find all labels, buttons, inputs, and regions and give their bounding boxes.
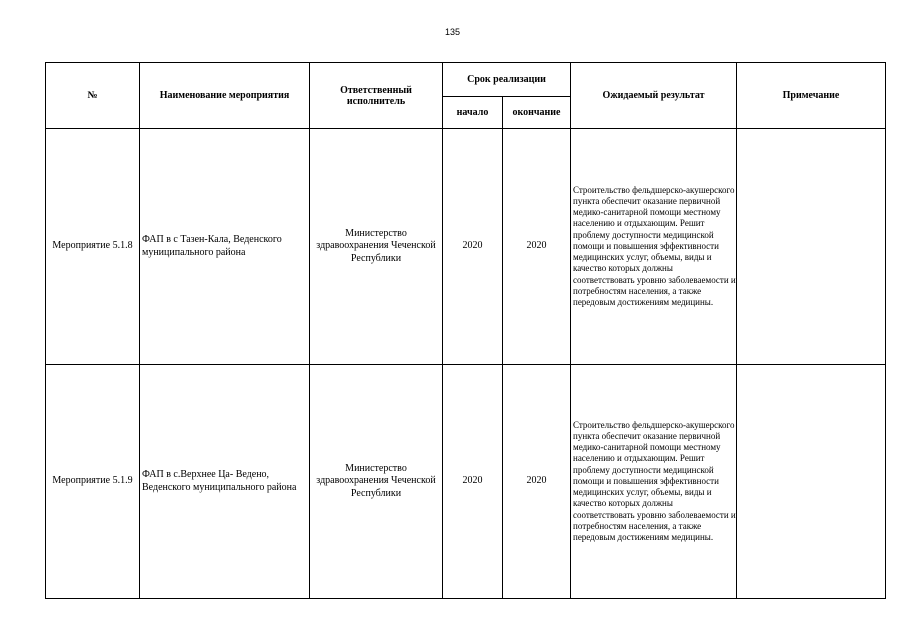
cell-start: 2020 xyxy=(443,365,503,599)
cell-number: Мероприятие 5.1.9 xyxy=(46,365,140,599)
header-executor: Ответственный исполнитель xyxy=(310,63,443,129)
cell-result xyxy=(571,129,737,365)
table-row xyxy=(46,365,886,599)
header-end: окончание xyxy=(503,97,571,129)
header-result: Ожидаемый результат xyxy=(571,63,737,129)
cell-executor: Министерство здравоохранения Чеченской Республики xyxy=(310,365,443,599)
cell-event-name: ФАП в с.Верхнее Ца- Ведено, Веденского муниципального района xyxy=(140,365,310,599)
cell-note xyxy=(737,365,886,599)
cell-note xyxy=(737,129,886,365)
result-text: Строительство фельдшерско-акушерского пункта обеспечит оказание первичной медико-санитарной помощи местному населению и отдыхающим. Решит проблему доступности медицинской помощи и повышения эффективности медицинских услуг, объемы, виды и качество которых должны соответствовать уровню заболеваемости и потребностям населения, а также передовым достижениям медицины. xyxy=(573,184,736,307)
header-note: Примечание xyxy=(737,63,886,129)
cell-number: Мероприятие 5.1.8 xyxy=(46,129,140,365)
cell-end: 2020 xyxy=(503,365,571,599)
cell-executor: Министерство здравоохранения Чеченской Республики xyxy=(310,129,443,365)
table-row xyxy=(46,129,886,365)
cell-start: 2020 xyxy=(443,129,503,365)
result-text: Строительство фельдшерско-акушерского пункта обеспечит оказание первичной медико-санитарной помощи местному населению и отдыхающим. Решит проблему доступности медицинской помощи и повышения эффективности медицинских услуг, объемы, виды и качество которых должны соответствовать уровню заболеваемости и потребностям населения, а также передовым достижениям медицины. xyxy=(573,419,736,542)
page-number: 135 xyxy=(444,27,461,37)
cell-result xyxy=(571,365,737,599)
header-event-name: Наименование мероприятия xyxy=(140,63,310,129)
cell-event-name: ФАП в с Тазен-Кала, Веденского муниципального района xyxy=(140,129,310,365)
header-period: Срок реализации xyxy=(443,63,571,97)
cell-end: 2020 xyxy=(503,129,571,365)
header-start: начало xyxy=(443,97,503,129)
measures-table xyxy=(45,62,886,599)
header-number: № xyxy=(46,63,140,129)
